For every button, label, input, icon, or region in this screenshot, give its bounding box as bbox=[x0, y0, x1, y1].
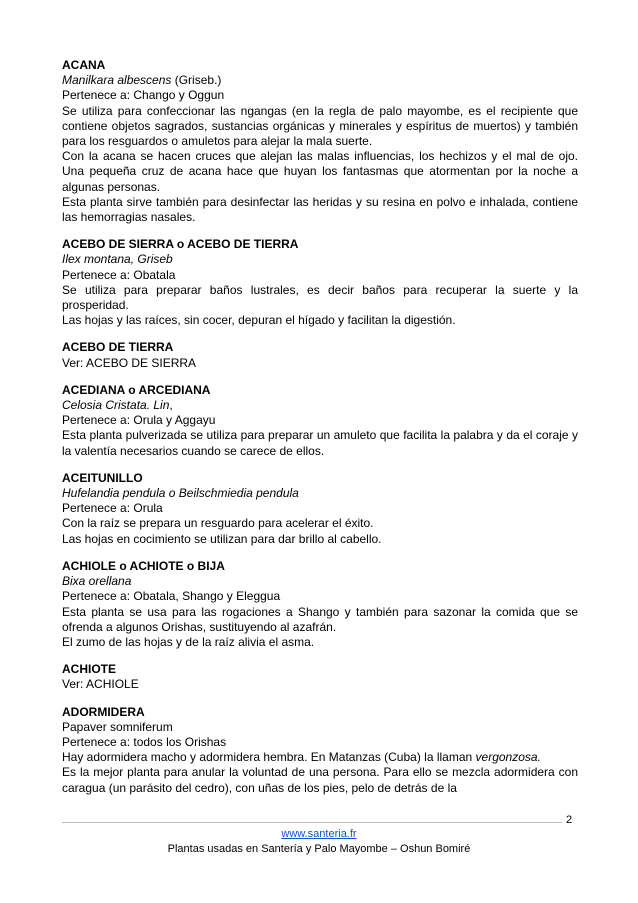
paragraph: Se utiliza para preparar baños lustrales, es decir baños para recuperar la suerte y la prosperidad. bbox=[62, 282, 578, 313]
entry-title: ACEDIANA o ARCEDIANA bbox=[62, 382, 211, 397]
footer-title: Plantas usadas en Santería y Palo Mayombe – Oshun Bomiré bbox=[167, 843, 471, 855]
document-body bbox=[62, 58, 578, 808]
scientific-name-rest: (Griseb.) bbox=[171, 73, 222, 88]
scientific-name-rest: , bbox=[169, 398, 173, 413]
belongs-to: Pertenece a: Obatala bbox=[62, 267, 176, 282]
belongs-to: Pertenece a: Orula y Aggayu bbox=[62, 413, 216, 428]
entry-acebo-de-sierra bbox=[62, 237, 578, 328]
paragraph: Con la acana se hacen cruces que alejan las malas influencias, los hechizos y el mal de ojo. Una pequeña cruz de acana hace que huyan los fantasmas que atormentan por la noche a algunas personas. bbox=[62, 149, 578, 194]
entry-title: ACHIOTE bbox=[62, 662, 116, 677]
paragraph: Es la mejor planta para anular la voluntad de una persona. Para ello se mezcla adormidera con caragua (un parásito del cedro), con uñas de los pies, pelo de detrás de la bbox=[62, 765, 578, 795]
scientific-name: Papaver somniferum bbox=[62, 719, 173, 734]
entry-title: ADORMIDERA bbox=[62, 704, 145, 719]
paragraph: Esta planta se usa para las rogaciones a Shango y también para sazonar la comida que se ofrenda a algunos Orishas, sustituyendo al azafrán. bbox=[62, 604, 578, 634]
entry-title: ACEBO DE TIERRA bbox=[62, 340, 174, 355]
entry-achiote bbox=[62, 662, 578, 692]
belongs-to: Pertenece a: Orula bbox=[62, 501, 163, 516]
entry-acana bbox=[62, 58, 578, 225]
scientific-name bbox=[62, 73, 578, 88]
entry-acebo-de-tierra bbox=[62, 340, 578, 370]
scientific-name bbox=[62, 398, 578, 413]
paragraph: El zumo de las hojas y de la raíz alivia el asma. bbox=[62, 634, 315, 649]
see-reference: Ver: ACHIOLE bbox=[62, 677, 139, 692]
entry-acediana bbox=[62, 383, 578, 459]
scientific-name-italic: Bixa orellana bbox=[62, 574, 132, 589]
belongs-to: Pertenece a: Obatala, Shango y Eleggua bbox=[62, 589, 281, 604]
entry-title: ACHIOLE o ACHIOTE o BIJA bbox=[62, 558, 225, 573]
see-reference: Ver: ACEBO DE SIERRA bbox=[62, 355, 197, 370]
scientific-name-italic: Hufelandia pendula o Beilschmiedia pendula bbox=[62, 486, 299, 501]
scientific-name bbox=[62, 574, 578, 589]
entry-adormidera bbox=[62, 705, 578, 796]
paragraph: Esta planta pulverizada se utiliza para preparar un amuleto que facilita la palabra y da el coraje y la valentía necesarios cuando se carece de ellos. bbox=[62, 428, 578, 458]
paragraph: Las hojas y las raíces, sin cocer, depuran el hígado y facilitan la digestión. bbox=[62, 313, 456, 328]
entry-aceitunillo bbox=[62, 471, 578, 547]
footer-website-link[interactable]: www.santeria.fr bbox=[281, 828, 357, 840]
scientific-name bbox=[62, 252, 578, 267]
belongs-to: Pertenece a: todos los Orishas bbox=[62, 734, 227, 749]
entry-achiole bbox=[62, 559, 578, 650]
scientific-name-italic: Celosia Cristata. Lin bbox=[62, 398, 170, 413]
scientific-name-italic: Manilkara albescens bbox=[62, 73, 172, 88]
paragraph: Con la raíz se prepara un resguardo para acelerar el éxito. bbox=[62, 516, 374, 531]
paragraph: Las hojas en cocimiento se utilizan para dar brillo al cabello. bbox=[62, 531, 382, 546]
paragraph: Se utiliza para confeccionar las ngangas (en la regla de palo mayombe, es el recipiente que contiene objetos sagrados, sustancias orgánicas y minerales y espíritus de muertos) y también para los resguardos o amuletos para alejar la mala suerte. bbox=[62, 103, 578, 149]
entry-title: ACANA bbox=[62, 58, 106, 72]
scientific-name bbox=[62, 486, 578, 501]
page-number: 2 bbox=[566, 814, 573, 826]
paragraph bbox=[62, 750, 578, 765]
scientific-name-italic: Ilex montana, Griseb bbox=[62, 252, 173, 267]
belongs-to: Pertenece a: Chango y Oggun bbox=[62, 88, 225, 103]
paragraph-text: Hay adormidera macho y adormidera hembra. En Matanzas (Cuba) la llaman bbox=[62, 750, 476, 765]
paragraph: Esta planta sirve también para desinfectar las heridas y su resina en polvo e inhalada, contiene las hemorragias nasales. bbox=[62, 194, 578, 225]
paragraph-italic-term: vergonzosa. bbox=[475, 750, 541, 765]
entry-title: ACEBO DE SIERRA o ACEBO DE TIERRA bbox=[62, 237, 299, 252]
entry-title: ACEITUNILLO bbox=[62, 470, 143, 485]
footer-divider bbox=[62, 822, 562, 823]
